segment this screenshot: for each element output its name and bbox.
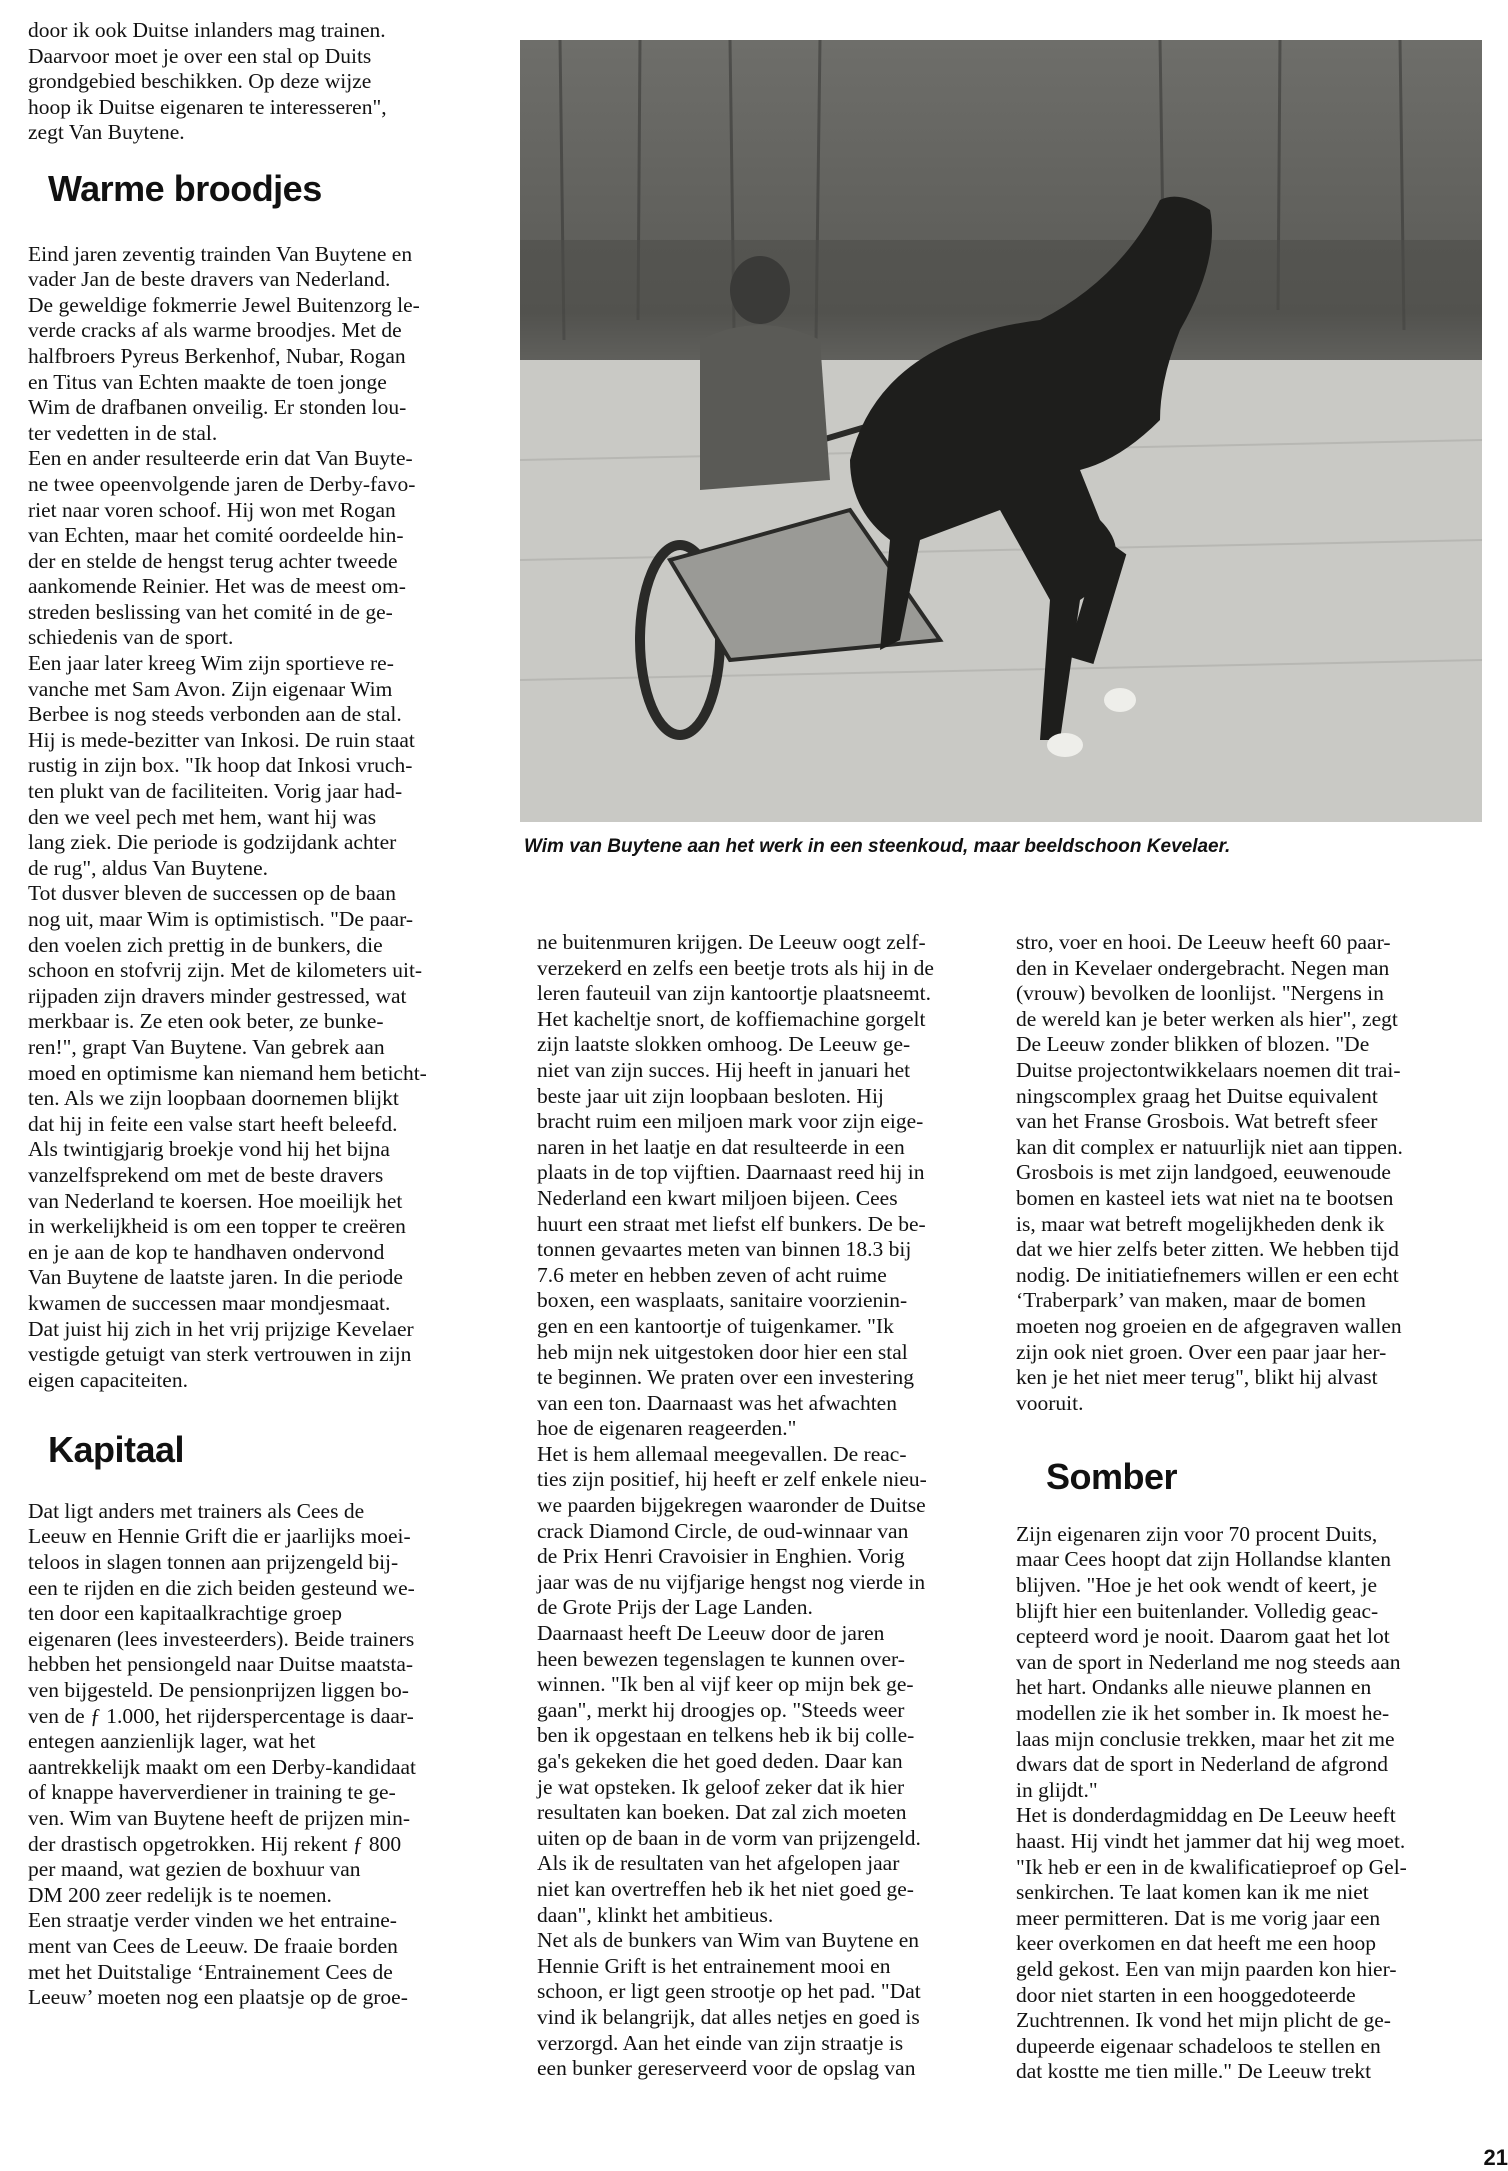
text-line: de Prix Henri Cravoisier in Enghien. Vorig <box>537 1544 905 1569</box>
text-line: teloos in slagen tonnen aan prijzengeld bij- <box>28 1550 399 1575</box>
text-line: leren fauteuil van zijn kantoortje plaatsneemt. <box>537 981 932 1006</box>
text-line: gen en een kantoortje of tuigenkamer. "Ik <box>537 1313 894 1338</box>
text-line: te beginnen. We praten over een investering <box>537 1365 914 1390</box>
text-line: van een ton. Daarnaast was het afwachten <box>537 1390 897 1415</box>
text-line: is, maar wat betreft mogelijkheden denk ik <box>1016 1211 1385 1236</box>
text-line: ven. Wim van Buytene heeft de prijzen min- <box>28 1806 411 1830</box>
text-line: ne twee opeenvolgende jaren de Derby-favo- <box>28 471 416 496</box>
text-line: we paarden bijgekregen waaronder de Duitse <box>537 1493 926 1518</box>
section-warme-broodjes-body <box>28 242 478 1394</box>
text-line: van de sport in Nederland me nog steeds aan <box>1016 1649 1401 1674</box>
text-line: schoon en stofvrij zijn. Met de kilometers uit- <box>28 958 423 983</box>
text-line: modellen zie ik het somber in. Ik moest he- <box>1016 1701 1390 1726</box>
text-line: heb mijn nek uitgestoken door hier een stal <box>537 1339 908 1364</box>
text-line: ten. Als we zijn loopbaan doornemen blijkt <box>28 1086 399 1111</box>
text-line: der drastisch opgetrokken. Hij rekent ƒ 800 <box>28 1831 402 1856</box>
text-line: vader Jan de beste dravers van Nederland. <box>28 267 391 292</box>
text-line: daan", klinkt het ambitieus. <box>537 1902 774 1927</box>
text-line: Hij is mede-bezitter van Inkosi. De ruin staat <box>28 727 415 752</box>
text-line: bomen en kasteel iets wat niet na te bootsen <box>1016 1185 1394 1210</box>
text-line: den in Kevelaer ondergebracht. Negen man <box>1016 955 1390 980</box>
text-line: den voelen zich prettig in de bunkers, die <box>28 932 383 957</box>
page-number: 21 <box>1483 2145 1508 2170</box>
text-line: ben ik opgestaan en telkens heb ik bij colle- <box>537 1723 915 1748</box>
heading-warme-broodjes: Warme broodjes <box>48 167 322 209</box>
text-line: van het Franse Grosbois. Wat betreft sfeer <box>1016 1109 1378 1134</box>
text-line: Dat juist hij zich in het vrij prijzige Kevelaer <box>28 1316 414 1341</box>
text-line: door ik ook Duitse inlanders mag trainen. <box>28 18 386 42</box>
text-line: rustig in zijn box. "Ik hoop dat Inkosi vruch- <box>28 753 413 778</box>
text-line: hoop ik Duitse eigenaren te interesseren", <box>28 94 387 119</box>
text-line: Tot dusver bleven de successen op de baan <box>28 881 397 906</box>
text-line: kwamen de successen maar mondjesmaat. <box>28 1290 391 1315</box>
column-3 <box>1016 930 1476 2085</box>
text-line: heen bewezen tegenslagen te kunnen over- <box>537 1646 905 1671</box>
text-line: van Echten, maar het comité oordeelde hin- <box>28 523 404 548</box>
text-line: maar Cees hoopt dat zijn Hollandse klanten <box>1016 1547 1391 1572</box>
text-line: Een jaar later kreeg Wim zijn sportieve re- <box>28 651 394 676</box>
text-line: laas mijn conclusie trekken, maar het zit me <box>1016 1726 1395 1751</box>
text-line: cepteerd word je nooit. Daarom gaat het lot <box>1016 1624 1390 1649</box>
text-line: Dat ligt anders met trainers als Cees de <box>28 1498 365 1523</box>
text-line: rijpaden zijn dravers minder gestressed, wat <box>28 983 407 1008</box>
text-line: en je aan de kop te handhaven ondervond <box>28 1239 385 1264</box>
text-line: eigen capaciteiten. <box>28 1367 188 1392</box>
text-line: dwars dat de sport in Nederland de afgrond <box>1016 1752 1388 1777</box>
text-line: ven bijgesteld. De pensionprijzen liggen bo- <box>28 1678 409 1703</box>
text-line: ties zijn positief, hij heeft er zelf enkele nieu- <box>537 1467 927 1492</box>
text-line: je wat opsteken. Ik geloof zeker dat ik hier <box>537 1774 905 1799</box>
text-line: per maand, wat gezien de boxhuur van <box>28 1857 361 1882</box>
text-line: DM 200 zeer redelijk is te noemen. <box>28 1882 332 1907</box>
text-line: (vrouw) bevolken de loonlijst. "Nergens in <box>1016 981 1384 1006</box>
text-line: een te rijden en die zich beiden gesteund we- <box>28 1575 415 1600</box>
photo-trotter-sulky <box>520 40 1482 822</box>
text-line: ningscomplex graag het Duitse equivalent <box>1016 1083 1378 1108</box>
text-line: of knappe haververdiener in training te ge- <box>28 1780 396 1805</box>
text-line: ken je het niet meer terug", blikt hij alvast <box>1016 1365 1378 1390</box>
text-line: schoon, er ligt geen strootje op het pad. "Dat <box>537 1979 921 2004</box>
text-line: der en stelde de hengst terug achter tweede <box>28 548 398 573</box>
text-line: de rug", aldus Van Buytene. <box>28 855 269 880</box>
text-line: zijn ook niet groen. Over een paar jaar her- <box>1016 1339 1387 1364</box>
text-line: dat hij in feite een valse start heeft beleefd. <box>28 1111 398 1136</box>
text-line: dupeerde eigenaar schadeloos te stellen en <box>1016 2033 1381 2058</box>
text-line: Een straatje verder vinden we het entraine- <box>28 1908 397 1933</box>
text-line: blijven. "Hoe je het ook wendt of keert, je <box>1016 1573 1378 1598</box>
text-line: huurt een straat met liefst elf bunkers. De be- <box>537 1211 926 1236</box>
text-line: Leeuw en Hennie Grift die er jaarlijks moei- <box>28 1524 411 1549</box>
text-line: naren in het laatje en dat resulteerde in een <box>537 1134 905 1159</box>
text-line: ga's gekeken die het goed deden. Daar kan <box>537 1749 903 1773</box>
text-line: schiedenis van de sport. <box>28 625 234 650</box>
text-line: blijft hier een buitenlander. Volledig geac- <box>1016 1598 1379 1623</box>
text-line: in werkelijkheid is om een topper te creëren <box>28 1214 406 1239</box>
text-line: Als twintigjarig broekje vond hij het bijna <box>28 1137 390 1162</box>
text-line: Van Buytene de laatste jaren. In die periode <box>28 1265 403 1290</box>
text-line: plaats in de top vijftien. Daarnaast reed hij in <box>537 1160 925 1185</box>
text-line: merkbaar is. Ze eten ook beter, ze bunke- <box>28 1009 384 1034</box>
text-line: Leeuw’ moeten nog een plaatsje op de groe- <box>28 1985 408 2010</box>
text-line: ven de ƒ 1.000, het rijderspercentage is daar- <box>28 1703 414 1728</box>
text-line: riet naar voren schoof. Hij won met Rogan <box>28 497 396 522</box>
horse-photo-illustration <box>520 40 1482 822</box>
text-line: kan dit complex er natuurlijk niet aan tippen. <box>1016 1134 1403 1159</box>
text-line: 7.6 meter en hebben zeven of acht ruime <box>537 1262 887 1287</box>
text-line: niet van zijn succes. Hij heeft in januari het <box>537 1057 911 1082</box>
text-line: verzorgd. Aan het einde van zijn straatje is <box>537 2030 904 2055</box>
text-line: Eind jaren zeventig trainden Van Buytene en <box>28 241 413 266</box>
photo-caption: Wim van Buytene aan het werk in een steenkoud, maar beeldschoon Kevelaer. <box>524 836 1231 857</box>
text-line: verzekerd en zelfs een beetje trots als hij in de <box>537 955 934 980</box>
text-line: de wereld kan je beter werken als hier", zegt <box>1016 1006 1398 1031</box>
text-line: van Nederland te koersen. Hoe moeilijk het <box>28 1188 403 1213</box>
text-line: nodig. De initiatiefnemers willen er een echt <box>1016 1262 1399 1287</box>
text-line: ten plukt van de faciliteiten. Vorig jaar had- <box>28 779 403 804</box>
text-line: entegen aanzienlijk lager, wat het <box>28 1729 316 1754</box>
text-line: het hart. Ondanks alle nieuwe plannen en <box>1016 1675 1372 1700</box>
text-line: geld gekost. Een van mijn paarden kon hier- <box>1016 1956 1397 1981</box>
text-line: ren!", grapt Van Buytene. Van gebrek aan <box>28 1034 385 1059</box>
text-line: niet kan overtreffen heb ik het niet goed ge- <box>537 1876 914 1901</box>
text-line: Daarvoor moet je over een stal op Duits <box>28 43 372 68</box>
text-line: Duitse projectontwikkelaars noemen dit trai- <box>1016 1057 1401 1082</box>
text-line: zijn laatste slokken omhoog. De Leeuw ge- <box>537 1032 911 1057</box>
text-line: ne buitenmuren krijgen. De Leeuw oogt zelf- <box>537 930 926 954</box>
text-line: Daarnaast heeft De Leeuw door de jaren <box>537 1621 885 1646</box>
text-line: vooruit. <box>1016 1390 1084 1415</box>
text-line: gaan", merkt hij droogjes op. "Steeds weer <box>537 1697 905 1722</box>
text-line: keer overkomen en dat heeft me een hoop <box>1016 1931 1376 1956</box>
text-line: Als ik de resultaten van het afgelopen jaar <box>537 1851 900 1876</box>
text-line: boxen, een wasplaats, sanitaire voorzienin- <box>537 1288 908 1313</box>
text-line: eigenaren (lees investeerders). Beide trainers <box>28 1626 415 1651</box>
text-line: Het is hem allemaal meegevallen. De reac- <box>537 1441 907 1466</box>
column-1 <box>28 18 478 2011</box>
text-line: de Grote Prijs der Lage Landen. <box>537 1595 813 1620</box>
text-line: jaar was de nu vijfjarige hengst nog vierde in <box>537 1569 926 1594</box>
section-somber-body <box>1016 1522 1476 2085</box>
text-line: door niet starten in een hooggedoteerde <box>1016 1982 1356 2007</box>
text-line: halfbroers Pyreus Berkenhof, Nubar, Rogan <box>28 343 406 368</box>
text-line: tonnen gevaartes meten van binnen 18.3 bij <box>537 1237 912 1262</box>
text-line: aantrekkelijk maakt om een Derby-kandidaat <box>28 1754 417 1779</box>
text-line: uiten op de baan in de vorm van prijzengeld. <box>537 1825 921 1850</box>
text-line: Grosbois is met zijn landgoed, eeuwenoude <box>1016 1160 1391 1185</box>
text-line: vanche met Sam Avon. Zijn eigenaar Wim <box>28 676 393 701</box>
text-line: haast. Hij vindt het jammer dat hij weg moet. <box>1016 1829 1406 1853</box>
text-line: dat we hier zelfs beter zitten. We hebben tijd <box>1016 1237 1399 1262</box>
section-kapitaal-body <box>28 1499 478 2011</box>
text-line: meer permitteren. Dat is me vorig jaar een <box>1016 1905 1381 1930</box>
text-line: Zijn eigenaren zijn voor 70 procent Duits, <box>1016 1521 1378 1546</box>
text-line: grondgebied beschikken. Op deze wijze <box>28 69 372 94</box>
text-line: zegt Van Buytene. <box>28 120 185 145</box>
text-line: verde cracks af als warme broodjes. Met de <box>28 318 402 343</box>
text-line: en Titus van Echten maakte de toen jonge <box>28 369 387 394</box>
heading-kapitaal: Kapitaal <box>48 1429 185 1471</box>
text-line: crack Diamond Circle, de oud-winnaar van <box>537 1518 909 1543</box>
text-line: ‘Traberpark’ van maken, maar de bomen <box>1016 1288 1366 1313</box>
text-line: Hennie Grift is het entrainement mooi en <box>537 1953 891 1978</box>
text-line: De Leeuw zonder blikken of blozen. "De <box>1016 1032 1370 1057</box>
text-line: ter vedetten in de stal. <box>28 420 218 445</box>
text-line: vind ik belangrijk, dat alles netjes en goed is <box>537 2004 920 2029</box>
section-traberpark-body <box>1016 930 1476 1416</box>
text-line: een bunker gereserveerd voor de opslag van <box>537 2056 916 2081</box>
heading-somber: Somber <box>1046 1456 1178 1498</box>
intro-paragraph <box>28 18 478 146</box>
text-line: bracht ruim een miljoen mark voor zijn eige- <box>537 1109 924 1134</box>
text-line: vanzelfsprekend om met de beste dravers <box>28 1162 384 1187</box>
text-line: moed en optimisme kan niemand hem beticht- <box>28 1060 427 1085</box>
text-line: beste jaar uit zijn loopbaan besloten. Hij <box>537 1083 884 1108</box>
text-line: dat kostte me tien mille." De Leeuw trekt <box>1016 2059 1372 2084</box>
text-line: hoe de eigenaren reageerden." <box>537 1416 797 1441</box>
text-line: Het is donderdagmiddag en De Leeuw heeft <box>1016 1803 1396 1828</box>
text-line: hebben het pensiongeld naar Duitse maatsta- <box>28 1652 414 1677</box>
text-line: Berbee is nog steeds verbonden aan de stal. <box>28 702 402 727</box>
text-line: den we veel pech met hem, want hij was <box>28 804 377 829</box>
text-line: vestigde getuigt van sterk vertrouwen in zijn <box>28 1342 412 1367</box>
text-line: ten door een kapitaalkrachtige groep <box>28 1601 342 1626</box>
text-line: "Ik heb er een in de kwalificatieproef op Gel- <box>1016 1854 1407 1879</box>
text-line: ment van Cees de Leeuw. De fraaie borden <box>28 1933 398 1958</box>
text-line: De geweldige fokmerrie Jewel Buitenzorg le- <box>28 292 420 317</box>
text-line: Nederland een kwart miljoen bijeen. Cees <box>537 1185 898 1210</box>
text-line: senkirchen. Te laat komen kan ik me niet <box>1016 1880 1369 1905</box>
text-line: moeten nog groeien en de afgegraven wallen <box>1016 1313 1402 1338</box>
text-line: streden beslissing van het comité in de ge- <box>28 599 393 624</box>
text-line: Het kacheltje snort, de koffiemachine gorgelt <box>537 1006 926 1031</box>
text-line: met het Duitstalige ‘Entrainement Cees de <box>28 1959 393 1984</box>
column-2 <box>537 930 1007 2082</box>
text-line: Net als de bunkers van Wim van Buytene en <box>537 1928 920 1953</box>
text-line: aankomende Reinier. Het was de meest om- <box>28 574 406 599</box>
text-line: stro, voer en hooi. De Leeuw heeft 60 paar- <box>1016 930 1391 954</box>
text-line: nog uit, maar Wim is optimistisch. "De paar- <box>28 907 414 931</box>
text-line: resultaten kan boeken. Dat zal zich moeten <box>537 1800 907 1825</box>
text-line: Zuchtrennen. Ik vond het mijn plicht de ge- <box>1016 2008 1391 2033</box>
text-line: lang ziek. Die periode is godzijdank achter <box>28 830 397 855</box>
text-line: in glijdt." <box>1016 1777 1098 1802</box>
text-line: winnen. "Ik ben al vijf keer op mijn bek ge- <box>537 1672 914 1697</box>
text-line: Wim de drafbanen onveilig. Er stonden lou- <box>28 395 407 420</box>
text-line: Een en ander resulteerde erin dat Van Buyte- <box>28 446 413 471</box>
